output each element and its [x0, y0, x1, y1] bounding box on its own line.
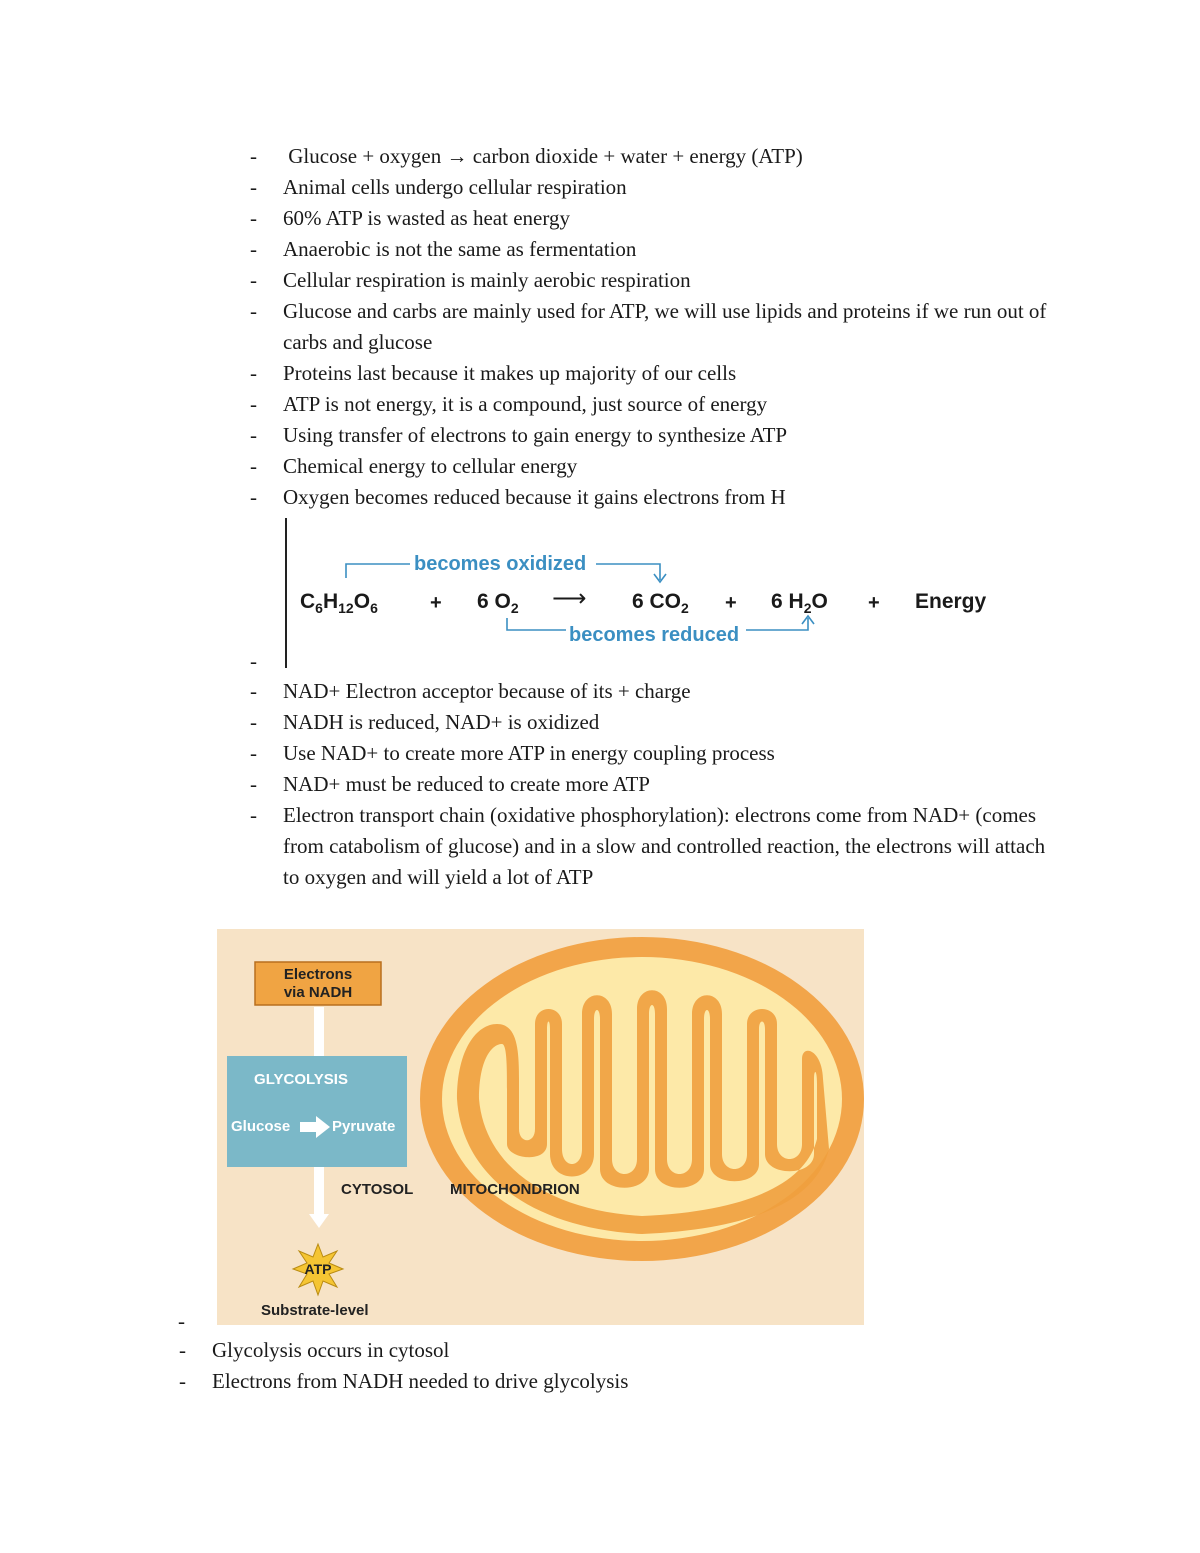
bullet-dash: -	[250, 237, 257, 261]
glucose-formula: $C_6H_{12}O_6$	[300, 590, 378, 616]
list-item	[179, 1335, 1012, 1366]
list-item-text: Use NAD+ to create more ATP in energy coupling process	[283, 741, 775, 765]
list-item	[179, 1366, 1012, 1397]
glucose-label: Glucose	[231, 1118, 291, 1135]
list-item-text: Anaerobic is not the same as fermentation	[283, 237, 637, 261]
list-item	[250, 172, 1073, 203]
substrate-level-label: Substrate-level	[261, 1302, 369, 1319]
redox-equation-figure	[290, 538, 1010, 653]
reduced-bracket-right	[746, 618, 808, 630]
list-item	[250, 296, 1053, 358]
list-item-text: NADH is reduced, NAD+ is oxidized	[283, 710, 600, 734]
pyruvate-label: Pyruvate	[332, 1118, 396, 1135]
oxidized-label: becomes oxidized	[414, 553, 587, 575]
atp-label: ATP	[304, 1261, 332, 1277]
list-item-text: Using transfer of electrons to gain energy to synthesize ATP	[283, 423, 788, 447]
list-item	[250, 451, 1073, 482]
electrons-label-line1: Electrons	[283, 966, 353, 983]
bullet-dash: -	[250, 268, 257, 292]
bullet-dash: -	[178, 1309, 185, 1333]
plus-sign: +	[725, 592, 737, 614]
list-item-text: NAD+ Electron acceptor because of its + charge	[283, 679, 691, 703]
oxidized-bracket-right	[596, 564, 660, 580]
energy-label: Energy	[915, 590, 987, 613]
plus-sign: +	[868, 592, 880, 614]
oxygen-formula: 6 $O_2$	[477, 590, 519, 616]
bullet-dash: -	[250, 361, 257, 385]
image-border-line	[285, 518, 287, 668]
list-item	[250, 389, 1073, 420]
bullet-dash: -	[250, 392, 257, 416]
list-item	[250, 676, 1073, 707]
glycolysis-diagram	[217, 929, 864, 1325]
list-item	[250, 738, 1073, 769]
list-item-text: Glycolysis occurs in cytosol	[212, 1338, 450, 1362]
list-item	[250, 358, 1073, 389]
flow-line	[314, 1167, 324, 1217]
bullet-dash: -	[250, 772, 257, 796]
list-item-text: Oxygen becomes reduced because it gains electrons from H	[283, 485, 786, 509]
reduced-bracket-left	[507, 618, 566, 630]
bullet-dash: -	[250, 175, 257, 199]
notes-list-middle	[250, 676, 1073, 893]
glycolysis-title: GLYCOLYSIS	[254, 1071, 348, 1088]
reaction-arrow: ⟶	[552, 585, 587, 612]
list-item	[250, 203, 1073, 234]
bullet-dash: -	[250, 741, 257, 765]
bullet-dash: -	[250, 454, 257, 478]
bullet-dash: -	[250, 423, 257, 447]
list-item-text: Animal cells undergo cellular respiration	[283, 175, 627, 199]
bullet-dash: -	[250, 299, 257, 323]
list-item-text: Glucose and carbs are mainly used for ATP, we will use lipids and proteins if we run out of carbs and glucose	[283, 299, 1047, 354]
notes-list-bottom	[179, 1335, 1012, 1397]
co2-formula: 6 $CO_2$	[632, 590, 689, 616]
water-formula: 6 $H_2O$	[771, 590, 828, 616]
bullet-dash: -	[250, 679, 257, 703]
list-item-text: NAD+ must be reduced to create more ATP	[283, 772, 650, 796]
bullet-dash: -	[250, 710, 257, 734]
list-item-text: Proteins last because it makes up majority of our cells	[283, 361, 737, 385]
list-item	[250, 800, 1063, 893]
list-item-text: ATP is not energy, it is a compound, just source of energy	[283, 392, 768, 416]
list-item	[250, 141, 1073, 172]
list-item-text: Chemical energy to cellular energy	[283, 454, 578, 478]
mitochondrion-label: MITOCHONDRION	[450, 1181, 580, 1198]
electrons-label-line2: via NADH	[283, 984, 353, 1001]
list-item	[250, 769, 1073, 800]
bullet-dash: -	[179, 1338, 186, 1362]
bullet-dash: -	[250, 485, 257, 509]
list-item	[250, 707, 1073, 738]
flow-line	[314, 1007, 324, 1057]
bullet-dash: -	[250, 144, 257, 168]
list-item-text: Electron transport chain (oxidative phosphorylation): electrons come from NAD+ (comes from catabolism of glucose) and in a slow and controlled reaction, the electrons will attach to oxygen and will yield a lot of ATP	[283, 803, 1046, 889]
list-item-text: 60% ATP is wasted as heat energy	[283, 206, 570, 230]
list-item-text: Cellular respiration is mainly aerobic respiration	[283, 268, 691, 292]
list-item	[250, 234, 1073, 265]
list-item-text: Glucose + oxygen → carbon dioxide + water + energy (ATP)	[283, 144, 803, 168]
bullet-dash: -	[250, 206, 257, 230]
notes-list-top	[250, 141, 1073, 513]
bullet-dash: -	[179, 1369, 186, 1393]
cytosol-label: CYTOSOL	[341, 1181, 414, 1198]
list-item	[250, 420, 1073, 451]
bullet-dash: -	[250, 649, 257, 673]
plus-sign: +	[430, 592, 442, 614]
list-item	[250, 265, 1073, 296]
list-item-text: Electrons from NADH needed to drive glycolysis	[212, 1369, 629, 1393]
bullet-dash: -	[250, 803, 257, 827]
list-item	[250, 482, 1073, 513]
reduced-label: becomes reduced	[569, 624, 740, 646]
mitochondrion-shape	[420, 937, 864, 1261]
oxidized-bracket-left	[346, 564, 410, 578]
